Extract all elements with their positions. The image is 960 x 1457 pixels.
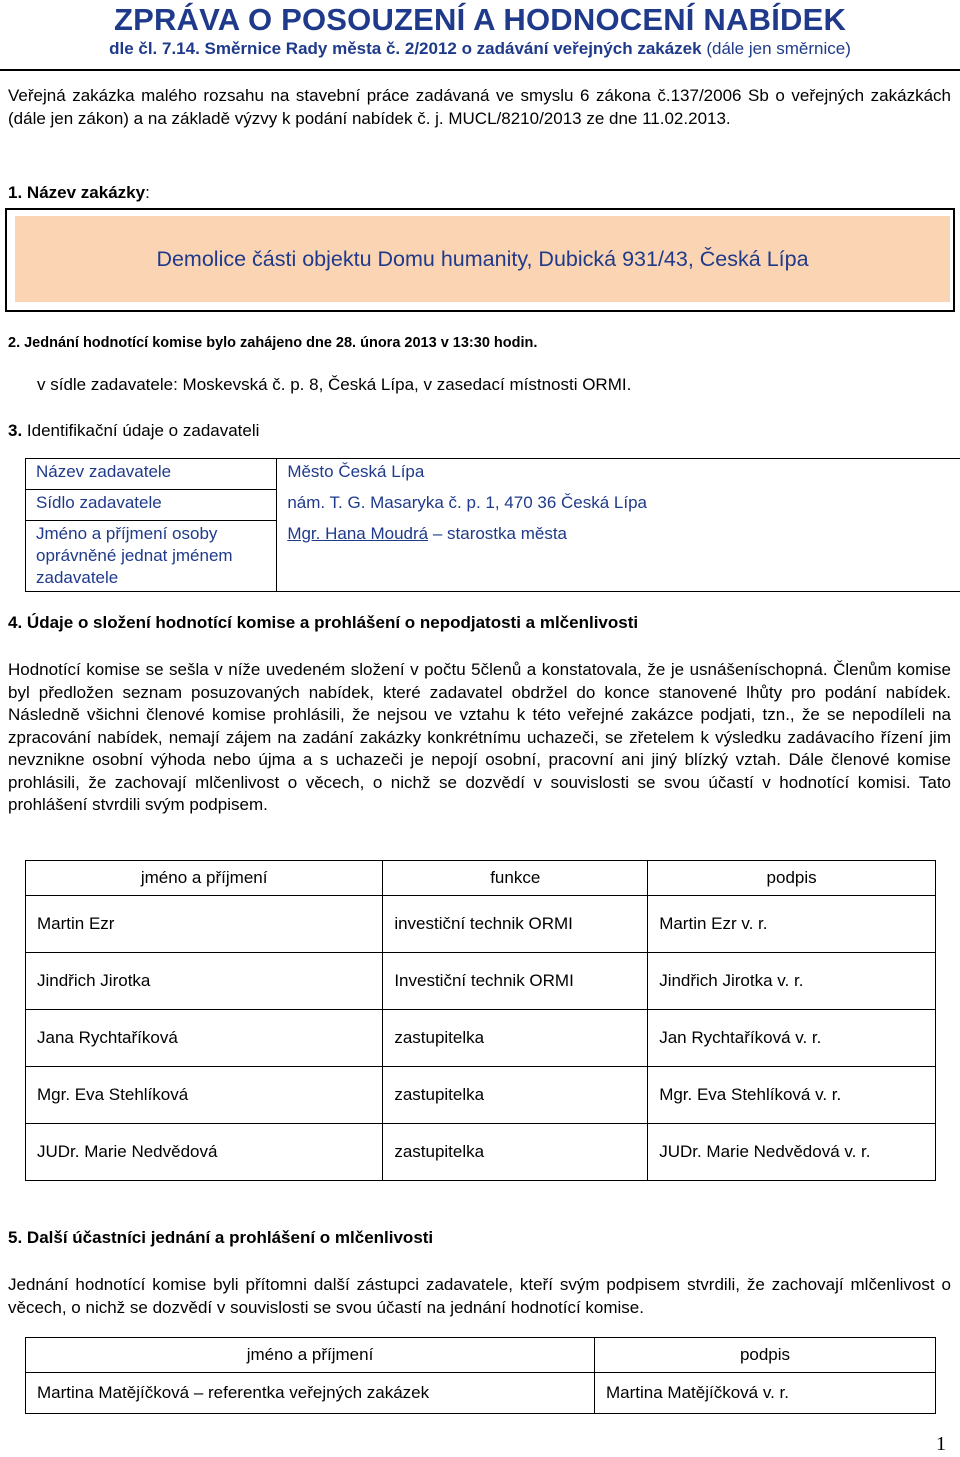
section-2-line: 2. Jednání hodnotící komise bylo zahájeno dne 28. února 2013 v 13:30 hodin. <box>8 335 538 351</box>
member-function: Investiční technik ORMI <box>383 953 648 1010</box>
table-row <box>26 1010 936 1067</box>
section-1-heading <box>8 182 150 204</box>
table-row <box>26 459 960 490</box>
member-name: Jana Rychtaříková <box>26 1010 383 1067</box>
member-function: zastupitelka <box>383 1067 648 1124</box>
committee-members-table <box>25 860 936 1181</box>
section-4-title: Údaje o složení hodnotící komise a prohlášení o nepodjatosti a mlčenlivosti <box>26 613 639 632</box>
contract-name: Demolice části objektu Domu humanity, Dubická 931/43, Česká Lípa <box>15 216 950 302</box>
section-5-title: Další účastníci jednání a prohlášení o mlčenlivosti <box>26 1228 434 1247</box>
member-signature: Martin Ezr v. r. <box>648 896 936 953</box>
table-header-row <box>26 1338 936 1373</box>
authorized-person-role: – starostka města <box>428 523 567 543</box>
member-name: Martin Ezr <box>26 896 383 953</box>
table-row <box>26 490 960 521</box>
member-signature: Jindřich Jirotka v. r. <box>648 953 936 1010</box>
section-4-heading <box>8 612 638 634</box>
member-name: JUDr. Marie Nedvědová <box>26 1124 383 1181</box>
member-signature: Jan Rychtaříková v. r. <box>648 1010 936 1067</box>
header-rule <box>0 69 960 71</box>
document-title: ZPRÁVA O POSOUZENÍ A HODNOCENÍ NABÍDEK <box>113 2 847 37</box>
committee-paragraph: Hodnotící komise se sešla v níže uvedeném složení v počtu 5členů a konstatovala, že je usnášeníschopná. Členům komise byl předložen seznam posuzovaných nabídek, které zadavatel obdržel do konce stanovené lhůty pro podání nabídek. Následně všichni členové komise prohlásili, že nejsou ve vztahu k této veřejné zakázce podjati, tzn., že se nepodíleli na zpracování nabídek, nemají zájem na zadání zakázky konkrétnímu uchazeči, se zřetelem k výsledku zadávacího řízení jim nevznikne osobní výhoda nebo újma a s uchazeči je nepojí osobní, pracovní ani jiný blízký vztah. Dále členové komise prohlásili, že zachovají mlčenlivost o věcech, o nichž se dozvědí v souvislosti se svou účastí v hodnotící komisi. Tato prohlášení stvrdili svým podpisem. <box>8 660 951 814</box>
section-1-number: 1. <box>8 183 23 202</box>
section-1-colon: : <box>145 183 150 202</box>
participants-table <box>25 1337 936 1414</box>
column-header-name: jméno a příjmení <box>26 1338 595 1373</box>
member-name: Jindřich Jirotka <box>26 953 383 1010</box>
authorized-person-name: Mgr. Hana Moudrá <box>287 523 429 543</box>
contracting-authority-table <box>25 458 960 592</box>
section-5-heading <box>8 1227 433 1249</box>
column-header-signature: podpis <box>595 1338 936 1373</box>
member-signature: JUDr. Marie Nedvědová v. r. <box>648 1124 936 1181</box>
section-5-number: 5. <box>8 1228 23 1247</box>
participants-paragraph: Jednání hodnotící komise byli přítomni další zástupci zadavatele, kteří svým podpisem stvrdili, že zachovají mlčenlivost o věcech, o nichž se dozvědí v souvislosti se svou účastí na jednání hodnotící komise. <box>8 1275 951 1317</box>
page-number: 1 <box>936 1433 946 1455</box>
member-function: zastupitelka <box>383 1124 648 1181</box>
authority-name-value: Město Česká Lípa <box>277 459 960 490</box>
column-header-signature: podpis <box>648 861 936 896</box>
table-row <box>26 521 960 592</box>
member-function: investiční technik ORMI <box>383 896 648 953</box>
subtitle-note: (dále jen směrnice) <box>701 39 851 58</box>
contract-name-box <box>5 208 955 312</box>
section-3-title: Identifikační údaje o zadavateli <box>26 421 260 440</box>
table-row <box>26 1373 936 1414</box>
table-row <box>26 1067 936 1124</box>
authority-seat-value: nám. T. G. Masaryka č. p. 1, 470 36 Česká Lípa <box>277 490 960 521</box>
authority-name-label: Název zadavatele <box>26 459 277 490</box>
column-header-function: funkce <box>383 861 648 896</box>
meeting-place: v sídle zadavatele: Moskevská č. p. 8, Česká Lípa, v zasedací místnosti ORMI. <box>37 375 632 394</box>
intro-paragraph: Veřejná zakázka malého rozsahu na stavební práce zadávaná ve smyslu 6 zákona č.137/2006 Sb o veřejných zakázkách (dále jen zákon) a na základě výzvy k podání nabídek č. j. MUCL/8210/2013 ze dne 11.02.2013. <box>8 86 951 128</box>
authorized-person-value <box>277 521 960 592</box>
column-header-name: jméno a příjmení <box>26 861 383 896</box>
section-3-number: 3. <box>8 421 23 440</box>
table-header-row <box>26 861 936 896</box>
participant-name: Martina Matějíčková – referentka veřejných zakázek <box>26 1373 595 1414</box>
section-1-title: Název zakázky <box>26 183 146 202</box>
table-row <box>26 896 936 953</box>
participant-signature: Martina Matějíčková v. r. <box>595 1373 936 1414</box>
table-row <box>26 1124 936 1181</box>
section-3-heading <box>8 420 259 442</box>
member-function: zastupitelka <box>383 1010 648 1067</box>
table-row <box>26 953 936 1010</box>
member-signature: Mgr. Eva Stehlíková v. r. <box>648 1067 936 1124</box>
subtitle-directive: dle čl. 7.14. Směrnice Rady města č. 2/2012 o zadávání veřejných zakázek <box>109 39 702 58</box>
authorized-person-label: Jméno a příjmení osoby oprávněné jednat jménem zadavatele <box>26 521 277 592</box>
member-name: Mgr. Eva Stehlíková <box>26 1067 383 1124</box>
document-subtitle <box>0 38 960 60</box>
section-4-number: 4. <box>8 613 23 632</box>
authority-seat-label: Sídlo zadavatele <box>26 490 277 521</box>
